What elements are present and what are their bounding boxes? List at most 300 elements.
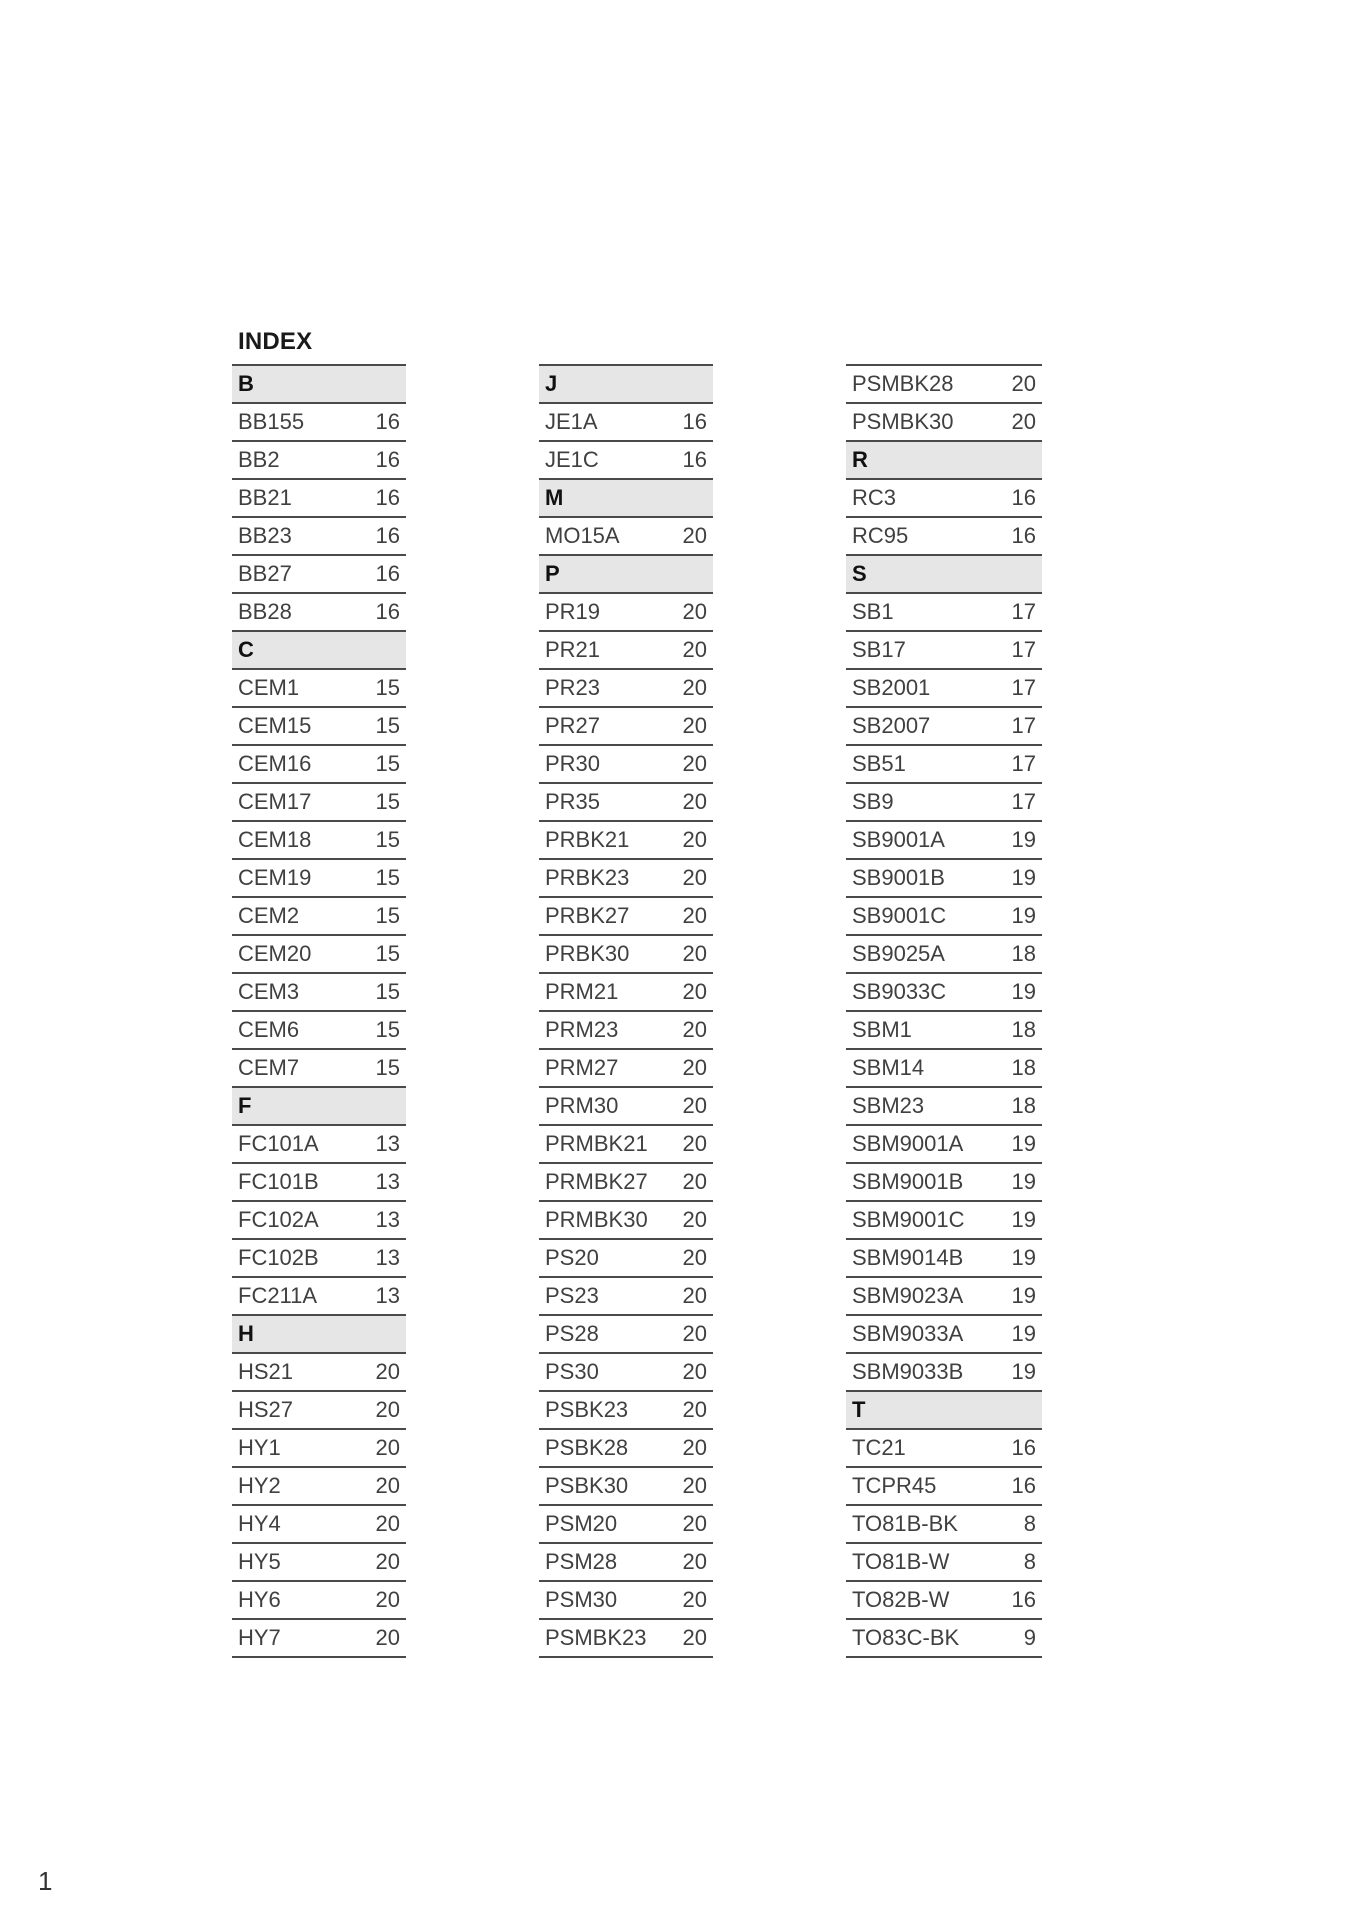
page-reference: 20 — [682, 1169, 707, 1194]
product-code: CEM18 — [238, 827, 312, 852]
product-code: BB23 — [238, 523, 292, 548]
product-code: PSM30 — [545, 1587, 618, 1612]
index-entry — [846, 936, 1042, 974]
index-entry — [539, 1392, 713, 1430]
index-entry — [846, 1582, 1042, 1620]
index-entry — [539, 822, 713, 860]
index-entry — [846, 898, 1042, 936]
product-code: PRMBK27 — [545, 1169, 648, 1194]
product-code: PRBK21 — [545, 827, 630, 852]
page-reference: 20 — [682, 1017, 707, 1042]
index-entry — [539, 1240, 713, 1278]
page-reference: 20 — [375, 1435, 400, 1460]
page-reference: 13 — [375, 1131, 400, 1156]
product-code: HY7 — [238, 1625, 281, 1650]
product-code: TCPR45 — [852, 1473, 937, 1498]
page-reference: 19 — [1011, 1321, 1036, 1346]
index-entry — [232, 1164, 406, 1202]
page-reference: 20 — [682, 1055, 707, 1080]
product-code: PS28 — [545, 1321, 599, 1346]
page-reference: 20 — [375, 1473, 400, 1498]
index-entry — [232, 1278, 406, 1316]
index-entry — [539, 898, 713, 936]
index-entry — [846, 670, 1042, 708]
index-column-3 — [846, 364, 1042, 1658]
page-reference: 19 — [1011, 903, 1036, 928]
product-code: CEM3 — [238, 979, 300, 1004]
index-entry — [232, 822, 406, 860]
product-code: PRBK23 — [545, 865, 630, 890]
page-reference: 19 — [1011, 1207, 1036, 1232]
index-entry — [232, 746, 406, 784]
page-reference: 18 — [1011, 1055, 1036, 1080]
product-code: JE1A — [545, 409, 598, 434]
product-code: SB1 — [852, 599, 894, 624]
product-code: PR23 — [545, 675, 601, 700]
section-letter-header — [232, 366, 406, 404]
index-entry — [846, 1202, 1042, 1240]
product-code: TC21 — [852, 1435, 906, 1460]
section-letter: P — [545, 561, 560, 586]
index-entry — [539, 1430, 713, 1468]
product-code: HS27 — [238, 1397, 294, 1422]
product-code: PRMBK30 — [545, 1207, 648, 1232]
page-reference: 17 — [1011, 637, 1036, 662]
product-code: PSMBK28 — [852, 371, 954, 396]
page-reference: 20 — [1011, 371, 1036, 396]
product-code: CEM15 — [238, 713, 312, 738]
index-entry — [846, 1316, 1042, 1354]
product-code: SB9001C — [852, 903, 947, 928]
index-entry — [232, 1468, 406, 1506]
page-reference: 15 — [375, 1017, 400, 1042]
index-entry — [539, 1202, 713, 1240]
index-entry — [846, 366, 1042, 404]
product-code: HY5 — [238, 1549, 281, 1574]
index-entry — [846, 1506, 1042, 1544]
section-letter-header — [232, 632, 406, 670]
page-reference: 20 — [682, 789, 707, 814]
product-code: TO81B-W — [852, 1549, 950, 1574]
index-entry — [539, 1050, 713, 1088]
index-entry — [539, 1620, 713, 1658]
page-reference: 20 — [682, 1359, 707, 1384]
index-entry — [232, 404, 406, 442]
product-code: PRMBK21 — [545, 1131, 648, 1156]
index-entry — [846, 1354, 1042, 1392]
index-entry — [539, 442, 713, 480]
product-code: SB9001A — [852, 827, 945, 852]
page-reference: 20 — [682, 1473, 707, 1498]
index-entry — [232, 1126, 406, 1164]
index-entry — [232, 594, 406, 632]
page-reference: 20 — [1011, 409, 1036, 434]
product-code: SBM14 — [852, 1055, 925, 1080]
page-reference: 17 — [1011, 789, 1036, 814]
page-reference: 20 — [682, 1511, 707, 1536]
product-code: SB17 — [852, 637, 906, 662]
product-code: PRM30 — [545, 1093, 619, 1118]
index-entry — [539, 1088, 713, 1126]
page-reference: 15 — [375, 675, 400, 700]
page-reference: 16 — [375, 409, 400, 434]
page-reference: 20 — [682, 1549, 707, 1574]
page-reference: 13 — [375, 1169, 400, 1194]
product-code: BB2 — [238, 447, 280, 472]
page-reference: 20 — [682, 675, 707, 700]
product-code: SBM9001A — [852, 1131, 964, 1156]
product-code: RC3 — [852, 485, 897, 510]
page-reference: 20 — [682, 751, 707, 776]
index-entry — [539, 1582, 713, 1620]
product-code: PRM21 — [545, 979, 619, 1004]
index-entry — [846, 1278, 1042, 1316]
product-code: SB9033C — [852, 979, 947, 1004]
index-entry — [846, 708, 1042, 746]
index-entry — [232, 936, 406, 974]
product-code: SBM23 — [852, 1093, 925, 1118]
index-entry — [232, 1430, 406, 1468]
product-code: SB9001B — [852, 865, 945, 890]
product-code: CEM19 — [238, 865, 312, 890]
product-code: HS21 — [238, 1359, 294, 1384]
index-entry — [539, 708, 713, 746]
product-code: SBM9001B — [852, 1169, 964, 1194]
page-reference: 20 — [682, 865, 707, 890]
index-entry — [539, 632, 713, 670]
index-entry — [232, 784, 406, 822]
page-reference: 19 — [1011, 865, 1036, 890]
product-code: PSBK23 — [545, 1397, 629, 1422]
product-code: PRBK27 — [545, 903, 630, 928]
product-code: CEM6 — [238, 1017, 300, 1042]
page-reference: 20 — [682, 1397, 707, 1422]
page-reference: 20 — [682, 903, 707, 928]
product-code: CEM16 — [238, 751, 312, 776]
product-code: PR30 — [545, 751, 601, 776]
product-code: FC102B — [238, 1245, 319, 1270]
product-code: PRM27 — [545, 1055, 619, 1080]
product-code: CEM17 — [238, 789, 312, 814]
product-code: PS20 — [545, 1245, 599, 1270]
section-letter: T — [852, 1397, 866, 1422]
page-reference: 15 — [375, 903, 400, 928]
product-code: BB155 — [238, 409, 305, 434]
page-reference: 16 — [1011, 1587, 1036, 1612]
index-entry — [232, 480, 406, 518]
index-entry — [539, 746, 713, 784]
section-letter-header — [539, 366, 713, 404]
page-reference: 20 — [375, 1397, 400, 1422]
page-reference: 16 — [375, 447, 400, 472]
section-letter: R — [852, 447, 868, 472]
page-number: 1 — [38, 1866, 53, 1896]
page-reference: 17 — [1011, 751, 1036, 776]
product-code: BB21 — [238, 485, 292, 510]
page-reference: 19 — [1011, 979, 1036, 1004]
product-code: HY4 — [238, 1511, 281, 1536]
page-reference: 19 — [1011, 827, 1036, 852]
page-reference: 20 — [682, 1207, 707, 1232]
page-reference: 20 — [375, 1549, 400, 1574]
index-entry — [846, 1164, 1042, 1202]
product-code: PR19 — [545, 599, 601, 624]
product-code: TO83C-BK — [852, 1625, 960, 1650]
product-code: SBM9033A — [852, 1321, 964, 1346]
page-reference: 20 — [682, 1283, 707, 1308]
page-reference: 20 — [682, 523, 707, 548]
index-entry — [539, 1544, 713, 1582]
section-letter-header — [846, 442, 1042, 480]
product-code: SBM9033B — [852, 1359, 964, 1384]
page-reference: 20 — [375, 1511, 400, 1536]
page-reference: 18 — [1011, 941, 1036, 966]
page-reference: 20 — [375, 1359, 400, 1384]
section-letter: M — [545, 485, 564, 510]
page-reference: 16 — [1011, 485, 1036, 510]
index-entry — [846, 1126, 1042, 1164]
page-reference: 20 — [375, 1625, 400, 1650]
product-code: PS30 — [545, 1359, 599, 1384]
index-column-1 — [232, 364, 406, 1658]
product-code: PSBK30 — [545, 1473, 629, 1498]
index-entry — [539, 1354, 713, 1392]
index-entry — [539, 404, 713, 442]
index-entry — [539, 860, 713, 898]
index-entry — [232, 1392, 406, 1430]
page-title: INDEX — [238, 328, 313, 355]
page-reference: 20 — [682, 941, 707, 966]
index-entry — [846, 1430, 1042, 1468]
product-code: SB9025A — [852, 941, 945, 966]
index-entry — [232, 442, 406, 480]
index-entry — [539, 1012, 713, 1050]
page-reference: 15 — [375, 789, 400, 814]
page-reference: 20 — [682, 713, 707, 738]
section-letter-header — [539, 556, 713, 594]
index-column-2 — [539, 364, 713, 1658]
index-entry — [539, 594, 713, 632]
section-letter: S — [852, 561, 867, 586]
page-reference: 16 — [375, 599, 400, 624]
index-entry — [539, 1506, 713, 1544]
page-reference: 15 — [375, 1055, 400, 1080]
section-letter-header — [539, 480, 713, 518]
product-code: FC101B — [238, 1169, 319, 1194]
page-reference: 8 — [1023, 1511, 1036, 1536]
page-reference: 19 — [1011, 1245, 1036, 1270]
product-code: PR35 — [545, 789, 601, 814]
page-reference: 17 — [1011, 675, 1036, 700]
index-entry — [846, 1468, 1042, 1506]
index-entry — [539, 1126, 713, 1164]
page-reference: 19 — [1011, 1169, 1036, 1194]
page-reference: 16 — [375, 523, 400, 548]
index-entry — [539, 784, 713, 822]
page-reference: 9 — [1023, 1625, 1036, 1650]
index-entry — [539, 1316, 713, 1354]
section-letter: C — [238, 637, 254, 662]
index-entry — [232, 1506, 406, 1544]
product-code: CEM7 — [238, 1055, 300, 1080]
index-entry — [539, 518, 713, 556]
section-letter-header — [846, 556, 1042, 594]
index-entry — [846, 632, 1042, 670]
product-code: MO15A — [545, 523, 620, 548]
product-code: BB27 — [238, 561, 292, 586]
page-reference: 18 — [1011, 1017, 1036, 1042]
index-entry — [846, 1620, 1042, 1658]
index-entry — [539, 974, 713, 1012]
product-code: HY2 — [238, 1473, 281, 1498]
index-entry — [232, 1582, 406, 1620]
product-code: RC95 — [852, 523, 909, 548]
product-code: SB9 — [852, 789, 894, 814]
page-reference: 20 — [682, 827, 707, 852]
product-code: PSBK28 — [545, 1435, 629, 1460]
page-reference: 20 — [682, 1093, 707, 1118]
section-letter-header — [846, 1392, 1042, 1430]
product-code: PRBK30 — [545, 941, 630, 966]
product-code: SBM9014B — [852, 1245, 964, 1270]
product-code: HY6 — [238, 1587, 281, 1612]
index-entry — [846, 480, 1042, 518]
product-code: CEM1 — [238, 675, 300, 700]
index-entry — [846, 1088, 1042, 1126]
page-reference: 18 — [1011, 1093, 1036, 1118]
page-reference: 8 — [1023, 1549, 1036, 1574]
index-entry — [232, 518, 406, 556]
page-reference: 20 — [682, 1131, 707, 1156]
section-letter: B — [238, 371, 254, 396]
page-reference: 20 — [682, 599, 707, 624]
page-reference: 20 — [682, 1245, 707, 1270]
index-entry — [539, 670, 713, 708]
page-reference: 20 — [682, 1435, 707, 1460]
index-entry — [846, 1050, 1042, 1088]
product-code: HY1 — [238, 1435, 281, 1460]
page-reference: 20 — [375, 1587, 400, 1612]
index-entry — [232, 1202, 406, 1240]
index-entry — [232, 670, 406, 708]
index-entry — [846, 784, 1042, 822]
product-code: TO82B-W — [852, 1587, 950, 1612]
page-reference: 16 — [682, 447, 707, 472]
page-reference: 16 — [1011, 1473, 1036, 1498]
page-reference: 15 — [375, 751, 400, 776]
page-reference: 15 — [375, 979, 400, 1004]
index-entry — [232, 708, 406, 746]
product-code: SBM9023A — [852, 1283, 964, 1308]
product-code: FC211A — [238, 1283, 318, 1308]
page-reference: 16 — [682, 409, 707, 434]
page-reference: 16 — [1011, 1435, 1036, 1460]
page-reference: 15 — [375, 941, 400, 966]
index-entry — [232, 974, 406, 1012]
index-entry — [232, 1544, 406, 1582]
page-reference: 20 — [682, 1587, 707, 1612]
page-reference: 13 — [375, 1283, 400, 1308]
page-reference: 19 — [1011, 1283, 1036, 1308]
page-reference: 17 — [1011, 713, 1036, 738]
product-code: PSM28 — [545, 1549, 618, 1574]
index-entry — [539, 936, 713, 974]
product-code: SB2007 — [852, 713, 931, 738]
page-reference: 20 — [682, 1321, 707, 1346]
index-entry — [232, 1620, 406, 1658]
product-code: PSMBK30 — [852, 409, 954, 434]
index-entry — [846, 594, 1042, 632]
page-reference: 15 — [375, 713, 400, 738]
index-entry — [232, 1240, 406, 1278]
page-reference: 19 — [1011, 1131, 1036, 1156]
section-letter: F — [238, 1093, 252, 1118]
section-letter-header — [232, 1088, 406, 1126]
index-entry — [846, 860, 1042, 898]
index-entry — [232, 556, 406, 594]
product-code: SB51 — [852, 751, 906, 776]
page-reference: 20 — [682, 637, 707, 662]
index-entry — [539, 1164, 713, 1202]
index-entry — [846, 1012, 1042, 1050]
product-code: FC102A — [238, 1207, 319, 1232]
product-code: SB2001 — [852, 675, 931, 700]
index-entry — [539, 1468, 713, 1506]
page-reference: 16 — [1011, 523, 1036, 548]
index-entry — [232, 1012, 406, 1050]
product-code: CEM2 — [238, 903, 300, 928]
page-reference: 13 — [375, 1207, 400, 1232]
product-code: PS23 — [545, 1283, 599, 1308]
product-code: PSM20 — [545, 1511, 618, 1536]
index-entry — [232, 898, 406, 936]
section-letter: J — [545, 371, 558, 396]
page-reference: 16 — [375, 561, 400, 586]
product-code: JE1C — [545, 447, 599, 472]
page-reference: 15 — [375, 865, 400, 890]
index-entry — [846, 1240, 1042, 1278]
page-reference: 19 — [1011, 1359, 1036, 1384]
product-code: FC101A — [238, 1131, 319, 1156]
index-entry — [539, 1278, 713, 1316]
product-code: TO81B-BK — [852, 1511, 958, 1536]
index-entry — [846, 822, 1042, 860]
page-reference: 13 — [375, 1245, 400, 1270]
index-entry — [846, 1544, 1042, 1582]
page-reference: 20 — [682, 979, 707, 1004]
product-code: PSMBK23 — [545, 1625, 647, 1650]
index-entry — [846, 518, 1042, 556]
page-reference: 20 — [682, 1625, 707, 1650]
product-code: SBM1 — [852, 1017, 912, 1042]
index-entry — [232, 860, 406, 898]
index-entry — [846, 404, 1042, 442]
section-letter-header — [232, 1316, 406, 1354]
product-code: PRM23 — [545, 1017, 619, 1042]
product-code: CEM20 — [238, 941, 312, 966]
index-entry — [846, 746, 1042, 784]
product-code: PR27 — [545, 713, 601, 738]
product-code: BB28 — [238, 599, 292, 624]
index-entry — [846, 974, 1042, 1012]
page-reference: 16 — [375, 485, 400, 510]
index-entry — [232, 1354, 406, 1392]
product-code: PR21 — [545, 637, 601, 662]
section-letter: H — [238, 1321, 254, 1346]
product-code: SBM9001C — [852, 1207, 965, 1232]
page-reference: 15 — [375, 827, 400, 852]
index-entry — [232, 1050, 406, 1088]
